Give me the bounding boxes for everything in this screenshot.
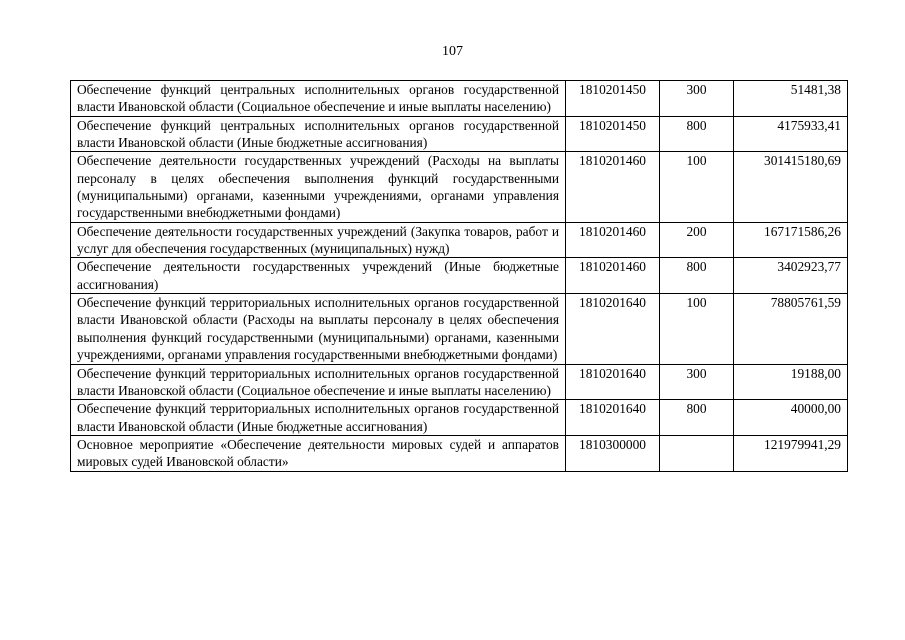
- expense-description: Основное мероприятие «Обеспечение деятельности мировых судей и аппаратов мировых судей Ивановской области»: [71, 435, 566, 471]
- amount-value: 4175933,41: [734, 116, 848, 152]
- table-row: [71, 400, 848, 436]
- target-article-code: 1810201450: [566, 81, 660, 117]
- expense-type-code: 800: [660, 400, 734, 436]
- expense-type-code: [660, 435, 734, 471]
- table-row: [71, 116, 848, 152]
- expense-description: Обеспечение функций территориальных исполнительных органов государственной власти Ивановской области (Расходы на выплаты персоналу в целях обеспечения выполнения функций государственными (муниципальными) органами, казенными учреждениями, органами управления государственными внебюджетными фондами): [71, 294, 566, 364]
- budget-table: [70, 80, 848, 472]
- amount-value: 121979941,29: [734, 435, 848, 471]
- amount-value: 51481,38: [734, 81, 848, 117]
- target-article-code: 1810300000: [566, 435, 660, 471]
- expense-description: Обеспечение функций центральных исполнительных органов государственной власти Ивановской области (Иные бюджетные ассигнования): [71, 116, 566, 152]
- expense-description: Обеспечение функций территориальных исполнительных органов государственной власти Ивановской области (Социальное обеспечение и иные выплаты населению): [71, 364, 566, 400]
- expense-description: Обеспечение деятельности государственных учреждений (Расходы на выплаты персоналу в целях обеспечения выполнения функций государственными (муниципальными) органами, казенными учреждениями, органами управления государственными внебюджетными фондами): [71, 152, 566, 222]
- target-article-code: 1810201460: [566, 152, 660, 222]
- expense-type-code: 300: [660, 81, 734, 117]
- target-article-code: 1810201460: [566, 222, 660, 258]
- table-row: [71, 222, 848, 258]
- target-article-code: 1810201640: [566, 400, 660, 436]
- expense-description: Обеспечение функций территориальных исполнительных органов государственной власти Ивановской области (Иные бюджетные ассигнования): [71, 400, 566, 436]
- amount-value: 3402923,77: [734, 258, 848, 294]
- table-row: [71, 294, 848, 364]
- expense-type-code: 800: [660, 116, 734, 152]
- amount-value: 301415180,69: [734, 152, 848, 222]
- expense-type-code: 100: [660, 152, 734, 222]
- expense-description: Обеспечение деятельности государственных учреждений (Иные бюджетные ассигнования): [71, 258, 566, 294]
- amount-value: 78805761,59: [734, 294, 848, 364]
- table-row: [71, 81, 848, 117]
- table-row: [71, 435, 848, 471]
- expense-type-code: 200: [660, 222, 734, 258]
- target-article-code: 1810201640: [566, 294, 660, 364]
- target-article-code: 1810201640: [566, 364, 660, 400]
- table-row: [71, 364, 848, 400]
- expense-description: Обеспечение деятельности государственных учреждений (Закупка товаров, работ и услуг для обеспечения государственных (муниципальных) нужд): [71, 222, 566, 258]
- target-article-code: 1810201450: [566, 116, 660, 152]
- expense-type-code: 100: [660, 294, 734, 364]
- amount-value: 167171586,26: [734, 222, 848, 258]
- expense-description: Обеспечение функций центральных исполнительных органов государственной власти Ивановской области (Социальное обеспечение и иные выплаты населению): [71, 81, 566, 117]
- target-article-code: 1810201460: [566, 258, 660, 294]
- expense-type-code: 800: [660, 258, 734, 294]
- page-number: 107: [442, 44, 463, 59]
- expense-type-code: 300: [660, 364, 734, 400]
- table-row: [71, 152, 848, 222]
- amount-value: 19188,00: [734, 364, 848, 400]
- amount-value: 40000,00: [734, 400, 848, 436]
- table-row: [71, 258, 848, 294]
